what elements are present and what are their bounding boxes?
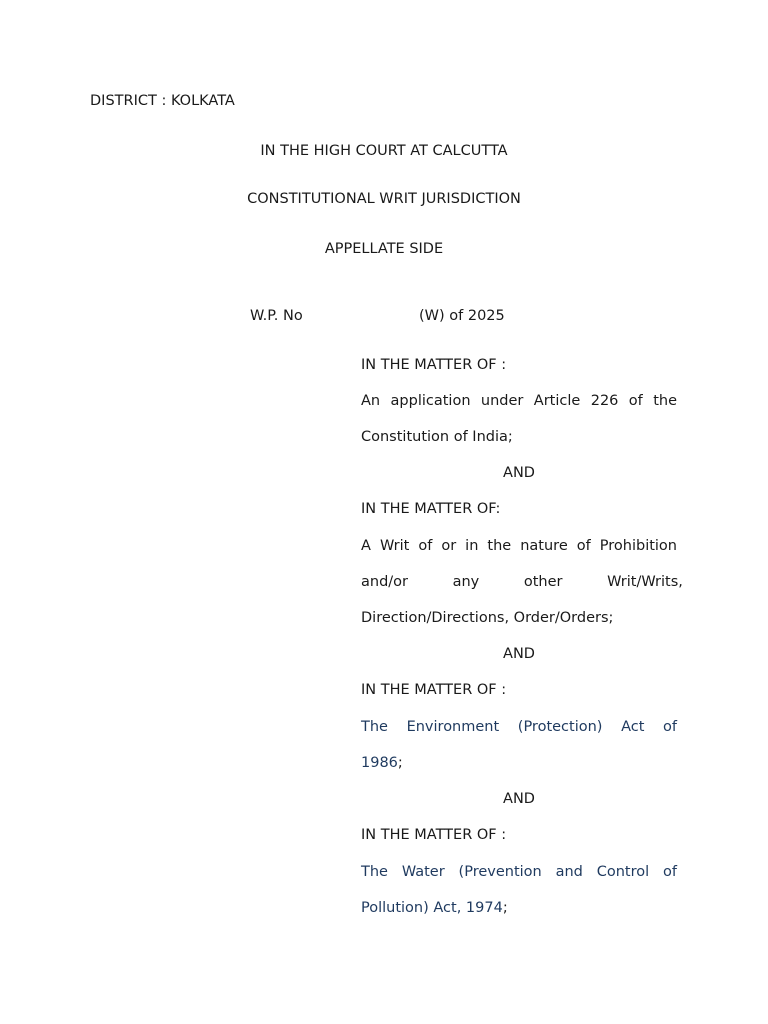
case-number-suffix: (W) of 2025: [419, 308, 505, 324]
matter-heading: IN THE MATTER OF:: [361, 501, 501, 517]
matter-text: [361, 754, 677, 772]
and-separator: AND: [503, 791, 535, 807]
matter-text-punctuation: ;: [397, 755, 403, 771]
matter-text: An application under Article 226 of the: [361, 393, 677, 409]
jurisdiction-title: CONSTITUTIONAL WRIT JURISDICTION: [247, 191, 521, 207]
and-separator: AND: [503, 646, 535, 662]
statute-link[interactable]: 1986: [361, 755, 398, 771]
matter-text: Direction/Directions, Order/Orders;: [361, 610, 614, 626]
and-separator: AND: [503, 465, 535, 481]
statute-link[interactable]: Pollution) Act, 1974: [361, 900, 503, 916]
matter-text-punctuation: ;: [502, 900, 508, 916]
matter-text: Constitution of India;: [361, 429, 513, 445]
court-title: IN THE HIGH COURT AT CALCUTTA: [260, 143, 508, 159]
side-title: APPELLATE SIDE: [324, 241, 444, 257]
district-label: DISTRICT : KOLKATA: [90, 93, 235, 109]
matter-heading: IN THE MATTER OF :: [361, 357, 507, 373]
matter-heading: IN THE MATTER OF :: [361, 682, 507, 698]
matter-text: A Writ of or in the nature of Prohibition: [361, 538, 677, 554]
statute-link[interactable]: The Environment (Protection) Act of: [361, 719, 677, 735]
matter-text: [361, 899, 677, 917]
statute-link[interactable]: The Water (Prevention and Control of: [361, 864, 677, 880]
matter-text: and/or any other Writ/Writs,: [361, 574, 683, 590]
case-number-prefix: W.P. No: [250, 308, 303, 324]
matter-heading: IN THE MATTER OF :: [361, 827, 507, 843]
